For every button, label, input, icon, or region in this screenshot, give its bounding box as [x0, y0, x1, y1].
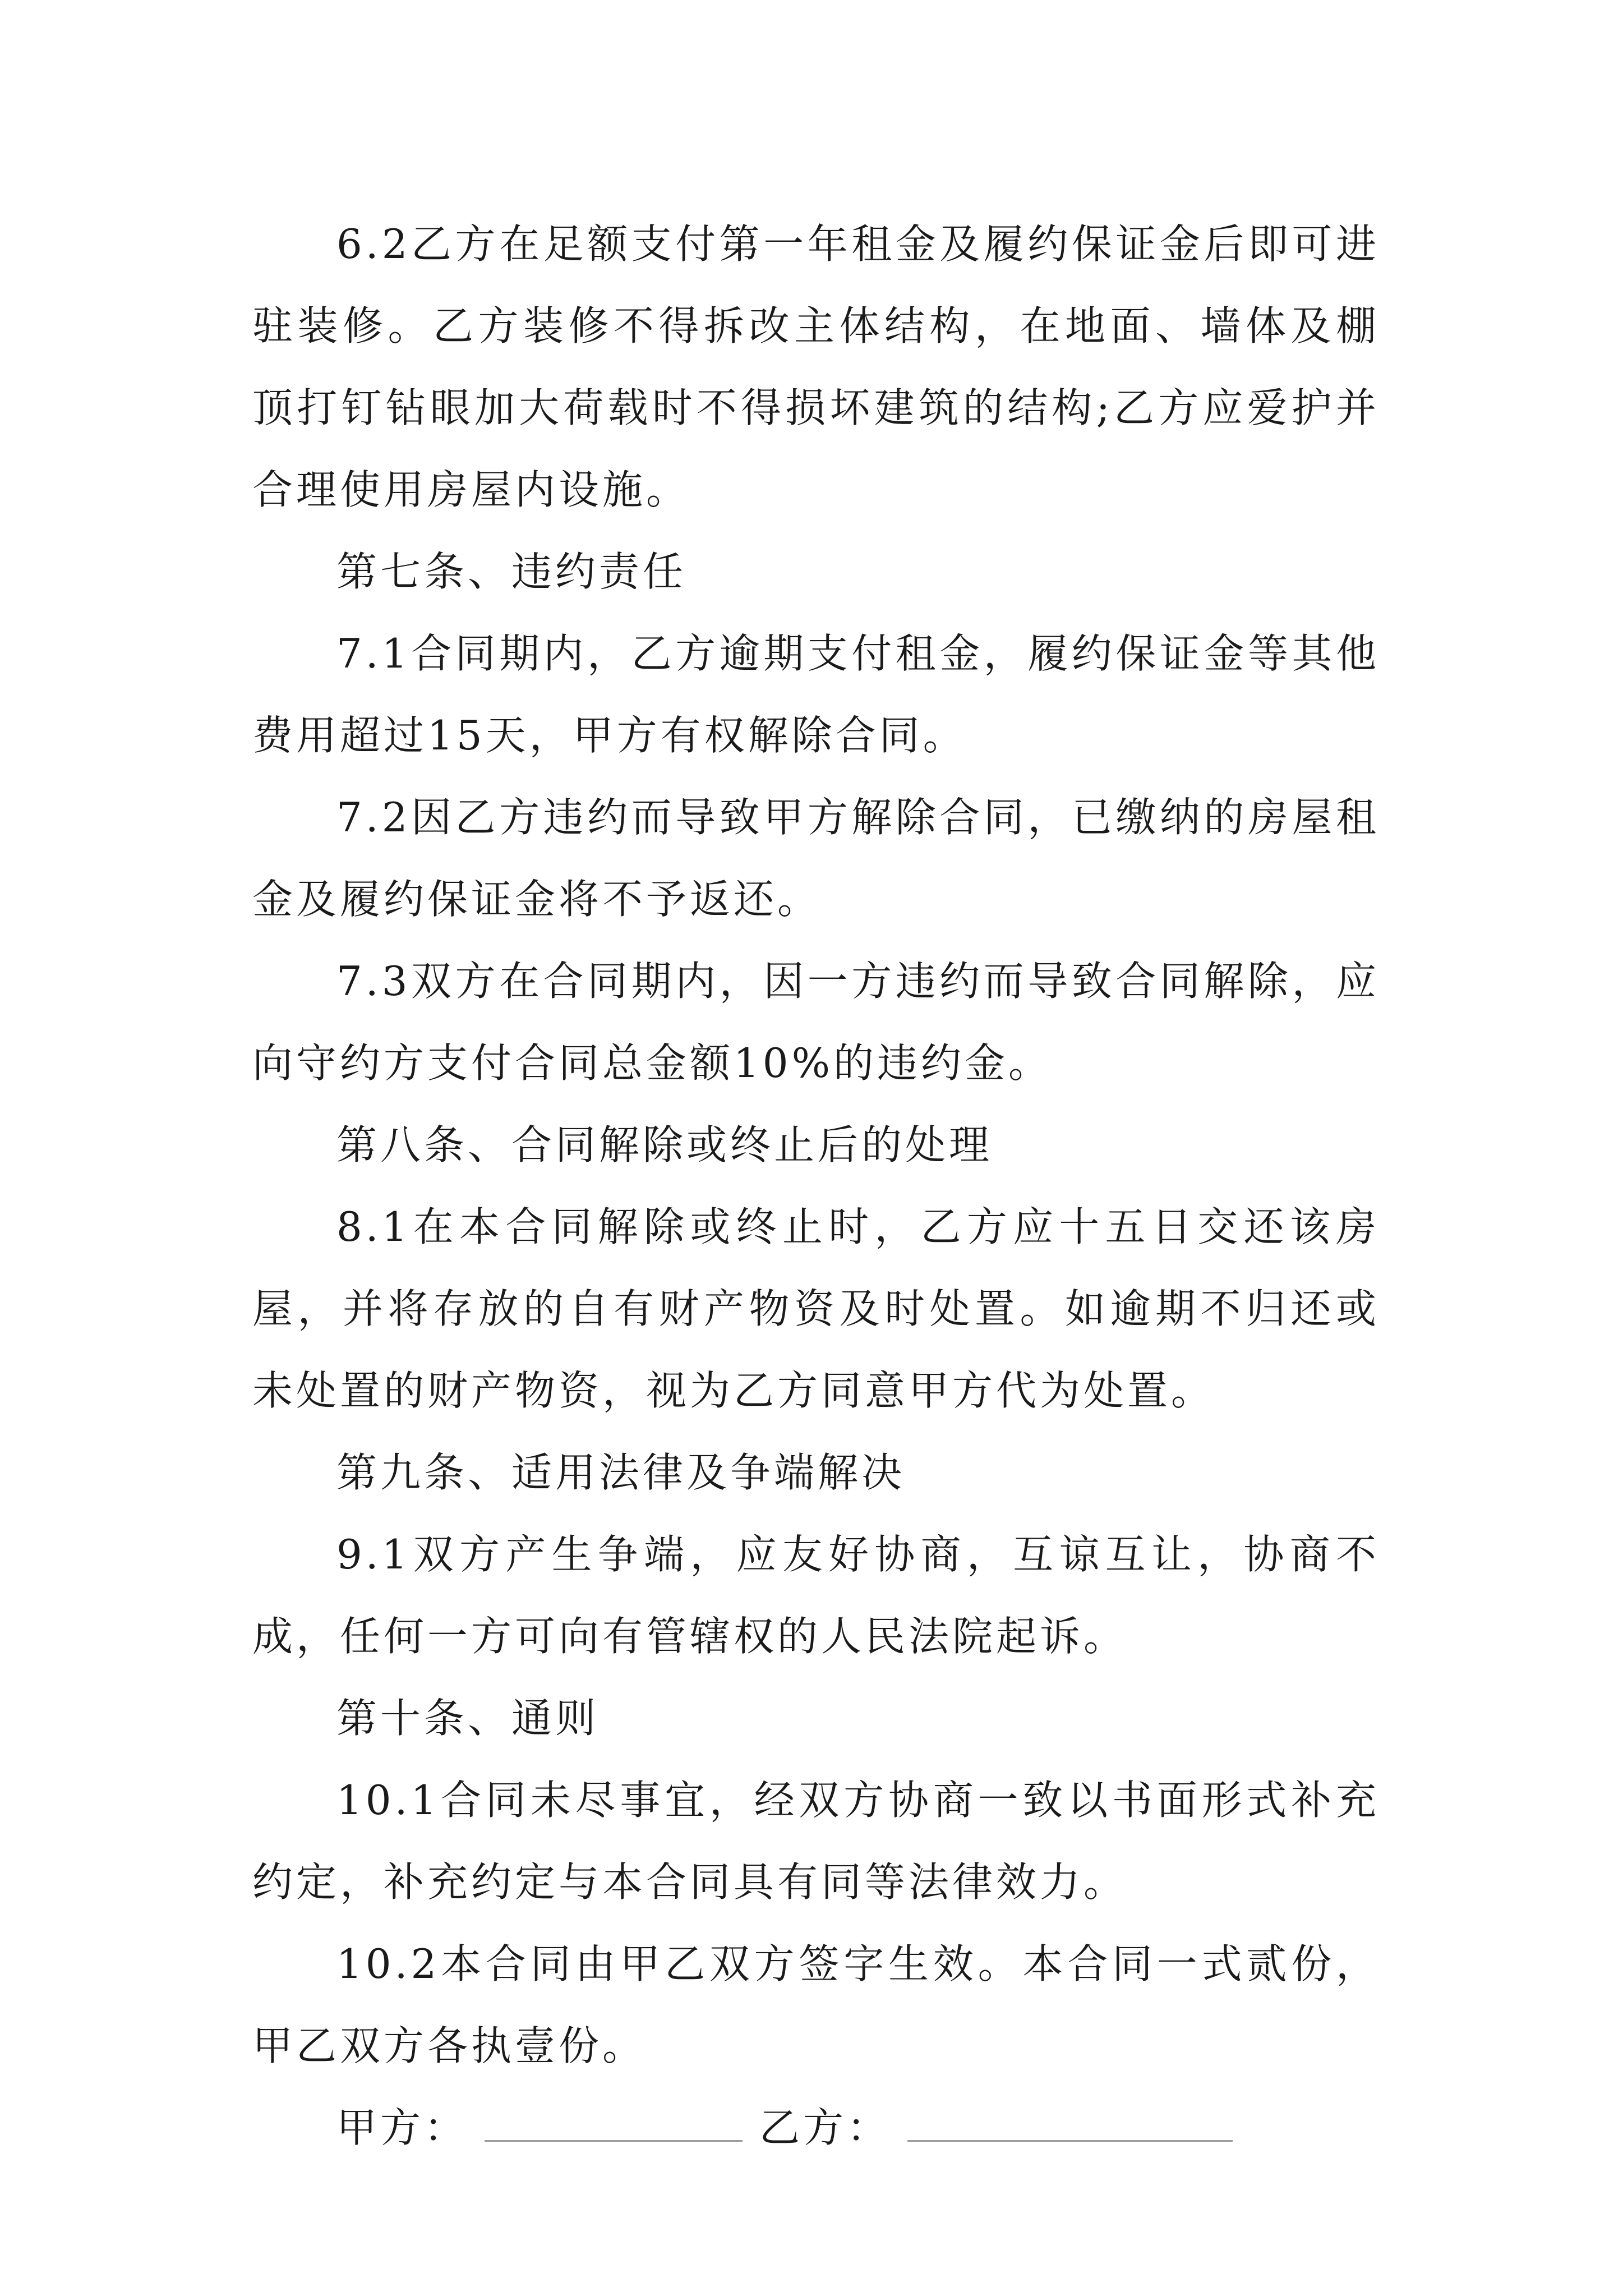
clause-10-1: 10.1合同未尽事宜，经双方协商一致以书面形式补充约定，补充约定与本合同具有同等法律效力。 — [252, 1777, 1380, 1906]
article-8-heading: 第八条、合同解除或终止后的处理 — [336, 1121, 993, 1168]
article-9-heading: 第九条、适用法律及争端解决 — [336, 1449, 906, 1496]
article-10-heading: 第十条、通则 — [336, 1695, 600, 1742]
clause-8-1: 8.1在本合同解除或终止时，乙方应十五日交还该房屋，并将存放的自有财产物资及时处置。如逾期不归还或未处置的财产物资，视为乙方同意甲方代为处置。 — [252, 1203, 1380, 1414]
clause-7-2: 7.2因乙方违约而导致甲方解除合同，已缴纳的房屋租金及履约保证金将不予返还。 — [252, 794, 1380, 923]
clause-7-1: 7.1合同期内，乙方逾期支付租金，履约保证金等其他费用超过15天，甲方有权解除合同。 — [252, 630, 1380, 759]
party-a-signature-blank — [485, 2105, 743, 2142]
clause-10-2: 10.2本合同由甲乙双方签字生效。本合同一式贰份，甲乙双方各执壹份。 — [252, 1940, 1380, 2069]
clause-7-3: 7.3双方在合同期内，因一方违约而导致合同解除，应向守约方支付合同总金额10%的违约金。 — [252, 958, 1380, 1087]
contract-page — [252, 203, 1380, 2169]
party-a-label: 甲方： — [336, 2104, 468, 2151]
clause-9-1: 9.1双方产生争端，应友好协商，互谅互让，协商不成，任何一方可向有管辖权的人民法院起诉。 — [252, 1531, 1380, 1660]
party-b-signature-blank — [907, 2105, 1233, 2142]
signature-line — [252, 2087, 1380, 2169]
party-b-label: 乙方： — [759, 2104, 891, 2151]
clause-6-2: 6.2乙方在足额支付第一年租金及履约保证金后即可进驻装修。乙方装修不得拆改主体结构，在地面、墙体及棚顶打钉钻眼加大荷载时不得损坏建筑的结构;乙方应爱护并合理使用房屋内设施。 — [252, 220, 1380, 513]
article-7-heading: 第七条、违约责任 — [336, 548, 687, 595]
